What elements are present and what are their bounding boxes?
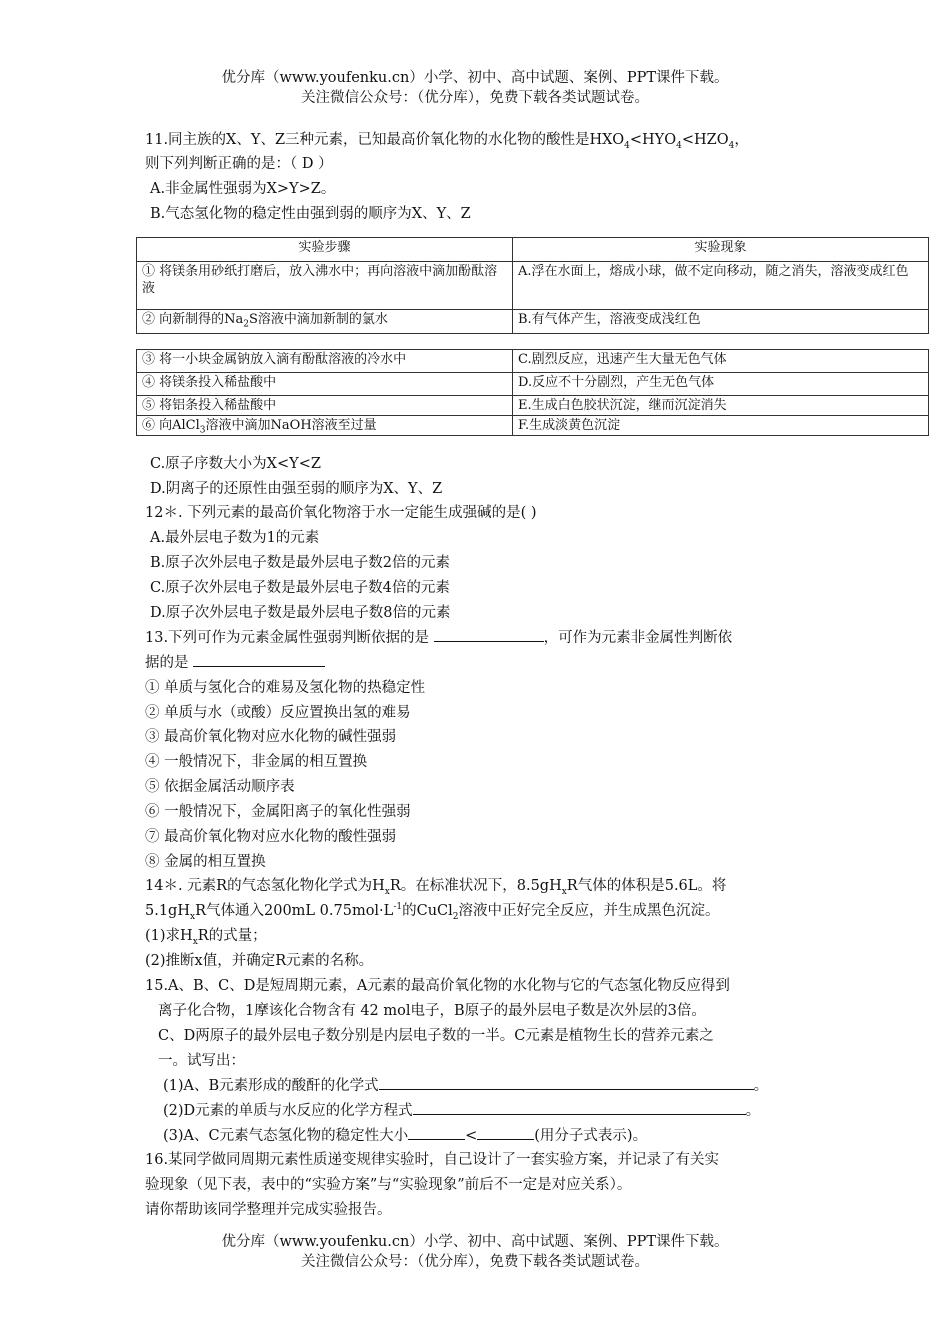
table-row	[137, 373, 929, 396]
q13-item: ⑤ 依据金属活动顺序表	[145, 779, 295, 795]
q13-blank-2[interactable]	[193, 652, 325, 667]
header-line-1: 优分库（www.youfenku.cn）小学、初中、高中试题、案例、PPT课件下载。	[221, 70, 729, 86]
phenomenon-cell: E.生成白色胶状沉淀，继而沉淀消失	[513, 396, 929, 416]
phenomenon-cell: C.剧烈反应，迅速产生大量无色气体	[513, 350, 929, 373]
step-cell: ⑥ 向AlCl$_3$溶液中滴加NaOH溶液至过量	[137, 416, 513, 436]
step-cell: ④ 将镁条投入稀盐酸中	[137, 373, 513, 396]
footer-line-1: 优分库（www.youfenku.cn）小学、初中、高中试题、案例、PPT课件下载。	[221, 1234, 729, 1250]
table-row	[137, 350, 929, 373]
q13-item: ⑧ 金属的相互置换	[145, 854, 266, 870]
q16-stem-line-3: 请你帮助该同学整理并完成实验报告。	[145, 1202, 392, 1218]
q13-item: ⑥ 一般情况下，金属阳离子的氧化性强弱	[145, 804, 411, 820]
header-phenomena: 实验现象	[513, 238, 929, 262]
q11-stem-line-2: 则下列判断正确的是：（ D ）	[145, 156, 333, 172]
footer-line-2: 关注微信公众号：（优分库），免费下载各类试题试卷。	[301, 1254, 649, 1270]
table-row	[137, 262, 929, 310]
q11-option-a: A.非金属性强弱为X>Y>Z。	[150, 181, 336, 197]
q13-stem-line-2: 据的是	[145, 651, 325, 672]
phenomenon-cell: F.生成淡黄色沉淀	[513, 416, 929, 436]
q13-stem-line-1: 13.下列可作为元素金属性强弱判断依据的是 ，可作为元素非金属性判断依	[145, 626, 732, 647]
q11-option-d: D.阴离子的还原性由强至弱的顺序为X、Y、Z	[150, 481, 443, 497]
q12-option-a: A.最外层电子数为1的元素	[150, 530, 320, 546]
q14-part-1: (1)求$H_xR$的式量；	[145, 928, 267, 947]
step-cell: ③ 将一小块金属钠放入滴有酚酞溶液的冷水中	[137, 350, 513, 373]
q15-blank-4[interactable]	[477, 1125, 534, 1140]
q16-stem-line-2: 验现象（见下表，表中的“实验方案”与“实验现象”前后不一定是对应关系）。	[145, 1177, 632, 1193]
q12-option-c: C.原子次外层电子数是最外层电子数4倍的元素	[150, 580, 450, 596]
phenomenon-cell: A.浮在水面上，熔成小球，做不定向移动，随之消失，溶液变成红色	[513, 262, 929, 310]
step-cell: ① 将镁条用砂纸打磨后，放入沸水中；再向溶液中滴加酚酞溶液	[137, 262, 513, 310]
q15-stem-line-2: 离子化合物，1摩该化合物含有 42 mol电子，B原子的最外层电子数是次外层的3倍。	[158, 1003, 706, 1019]
table-row	[137, 396, 929, 416]
q13-item: ① 单质与氢化合的难易及氢化物的热稳定性	[145, 680, 426, 696]
header-line-2: 关注微信公众号：（优分库），免费下载各类试题试卷。	[301, 90, 649, 106]
q11-option-b: B.气态氢化物的稳定性由强到弱的顺序为X、Y、Z	[150, 206, 471, 222]
q13-item: ④ 一般情况下，非金属的相互置换	[145, 754, 368, 770]
q13-item: ② 单质与水（或酸）反应置换出氢的难易	[145, 705, 411, 721]
q15-blank-1[interactable]	[379, 1075, 754, 1090]
step-cell: ⑤ 将铝条投入稀盐酸中	[137, 396, 513, 416]
q14-stem-line-1: 14＊. 元素R的气态氢化物化学式为$H_xR$。在标准状况下，$8.5gH_xR$气体的体积是5.6L。将	[145, 878, 727, 897]
q16-stem-line-1: 16.某同学做同周期元素性质递变规律实验时，自己设计了一套实验方案，并记录了有关实	[145, 1152, 720, 1168]
table-row	[137, 416, 929, 436]
experiment-table-1	[136, 237, 929, 334]
q12-option-d: D.原子次外层电子数是最外层电子数8倍的元素	[150, 605, 451, 621]
header-steps: 实验步骤	[137, 238, 513, 262]
q14-stem-line-2: $5.1gH_xR$气体通入200mL $0.75mol\cdot L^{-1}$的CuCl$_2$溶液中正好完全反应，并生成黑色沉淀。	[145, 902, 720, 922]
q11-stem-line-1: 11.同主族的X、Y、Z三种元素，已知最高价氧化物的水化物的酸性是$HXO_4<HYO_4<HZO_4$，	[145, 132, 749, 151]
q15-stem-line-3: C、D两原子的最外层电子数分别是内层电子数的一半。C元素是植物生长的营养元素之	[158, 1028, 714, 1044]
experiment-table-2	[136, 349, 929, 436]
phenomenon-cell: D.反应不十分剧烈，产生无色气体	[513, 373, 929, 396]
q14-part-2: (2)推断x值，并确定R元素的名称。	[145, 953, 374, 969]
q15-stem-line-4: 一。试写出：	[158, 1053, 245, 1069]
q13-item: ③ 最高价氧化物对应水化物的碱性强弱	[145, 729, 397, 745]
q11-option-c: C.原子序数大小为X<Y<Z	[150, 456, 321, 472]
q15-part-2: (2)D元素的单质与水反应的化学方程式 。	[163, 1099, 760, 1120]
q13-item: ⑦ 最高价氧化物对应水化物的酸性强弱	[145, 829, 397, 845]
q15-part-1: (1)A、B元素形成的酸酐的化学式 。	[163, 1074, 768, 1095]
q12-option-b: B.原子次外层电子数是最外层电子数2倍的元素	[150, 555, 450, 571]
table-row	[137, 310, 929, 334]
phenomenon-cell: B.有气体产生，溶液变成浅红色	[513, 310, 929, 334]
q15-blank-2[interactable]	[413, 1100, 746, 1115]
q15-part-3: (3)A、C元素气态氢化物的稳定性大小 < (用分子式表示)。	[163, 1124, 647, 1145]
q12-stem: 12＊. 下列元素的最高价氧化物溶于水一定能生成强碱的是( )	[145, 505, 537, 521]
q15-stem-line-1: 15.A、B、C、D是短周期元素，A元素的最高价氧化物的水化物与它的气态氢化物反应得到	[145, 978, 730, 994]
q15-blank-3[interactable]	[408, 1125, 465, 1140]
step-cell: ② 向新制得的$Na_2S$溶液中滴加新制的氯水	[137, 310, 513, 334]
q13-blank-1[interactable]	[434, 627, 544, 642]
